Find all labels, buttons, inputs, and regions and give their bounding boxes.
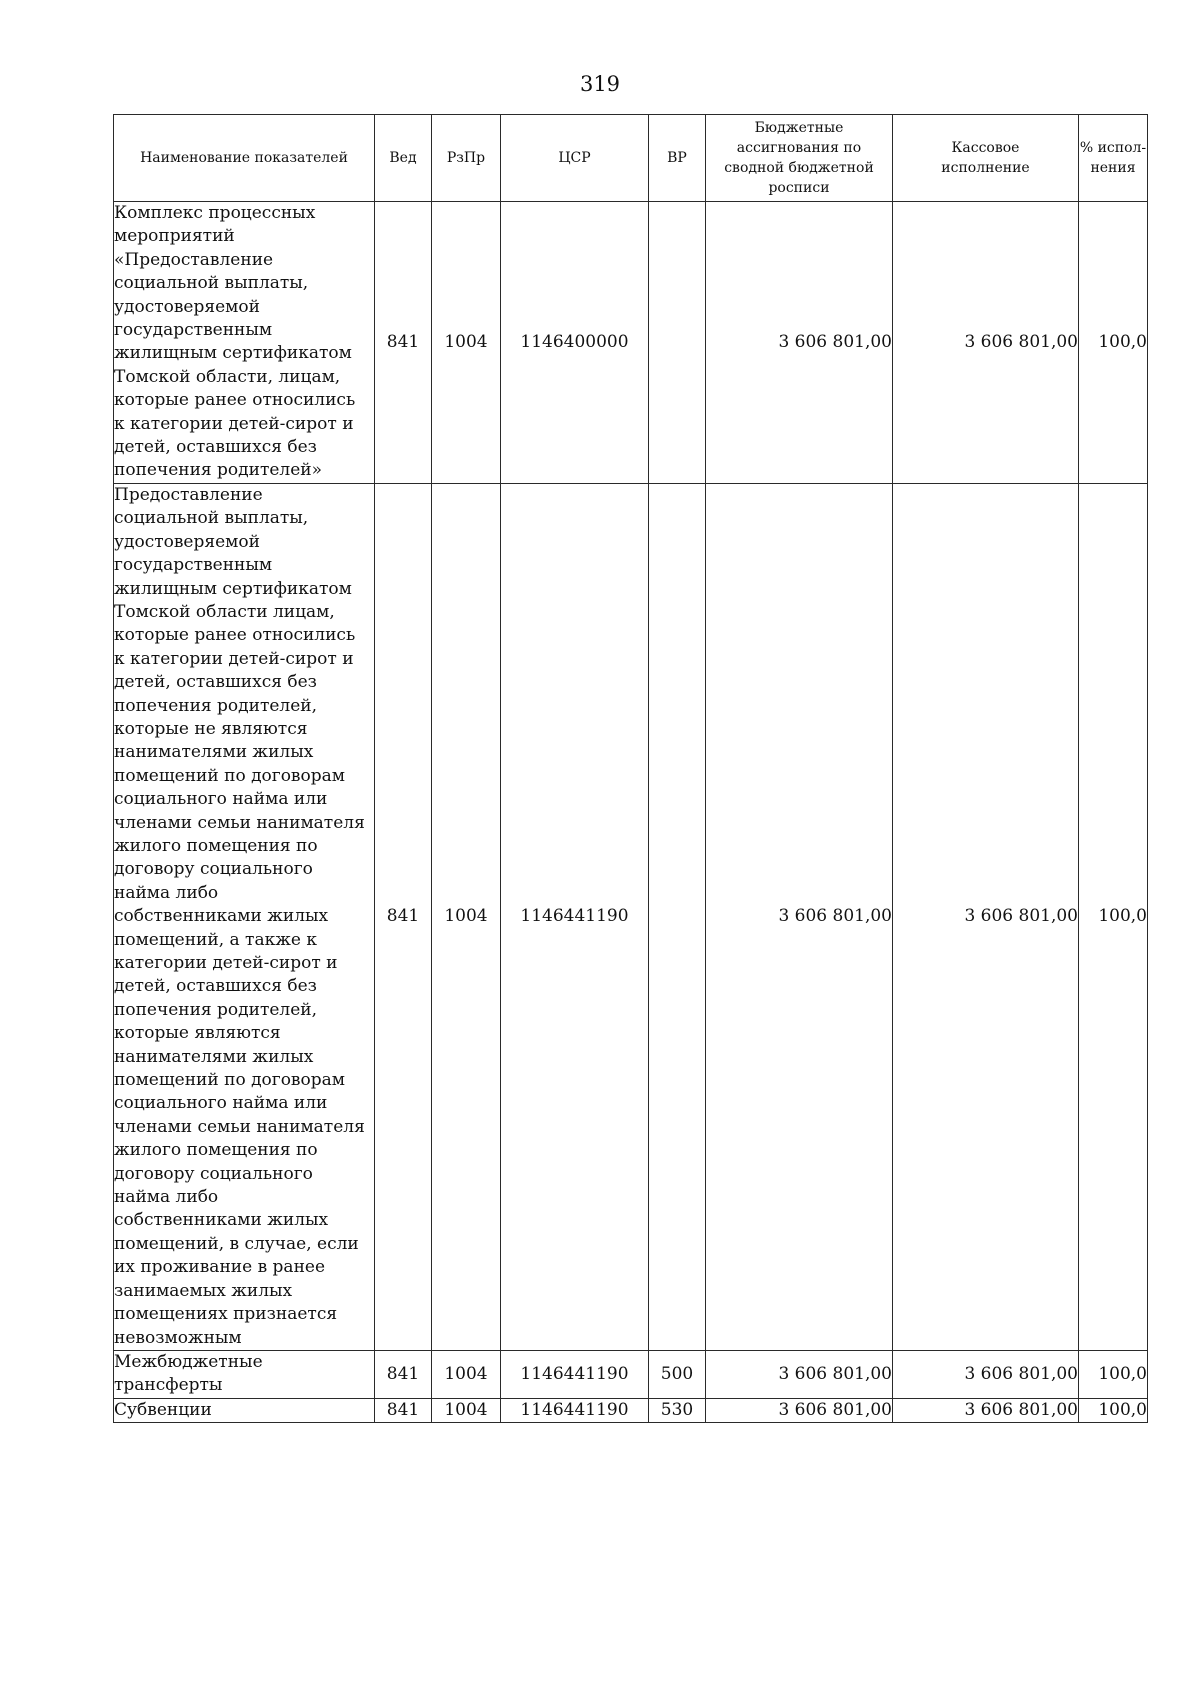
row-cash: 3 606 801,00	[893, 1398, 1079, 1422]
row-ved: 841	[375, 483, 432, 1350]
row-ved: 841	[375, 202, 432, 484]
row-rzpr: 1004	[432, 483, 501, 1350]
row-percent: 100,0	[1079, 1350, 1148, 1398]
row-budget: 3 606 801,00	[706, 1398, 893, 1422]
row-name: Предоставление социальной выплаты, удостоверяемой государственным жилищным сертификатом Томской области лицам, которые ранее относились к категории детей-сирот и детей, оставшихся без попечения родителей, которые не являются нанимателями жилых помещений по договорам социального найма или членами семьи нанимателя жилого помещения по договору социального найма либо собственниками жилых помещений, а также к категории детей-сирот и детей, оставшихся без попечения родителей, которые являются нанимателями жилых помещений по договорам социального найма или членами семьи нанимателя жилого помещения по договору социального найма либо собственниками жилых помещений, в случае, если их проживание в ранее занимаемых жилых помещениях признается невозможным	[114, 483, 375, 1350]
row-vr	[649, 483, 706, 1350]
header-ved: Вед	[375, 115, 432, 202]
row-csr: 1146441190	[501, 1398, 649, 1422]
table-header-row	[114, 115, 1148, 202]
table-row	[114, 483, 1148, 1350]
row-rzpr: 1004	[432, 1398, 501, 1422]
header-csr: ЦСР	[501, 115, 649, 202]
row-vr: 500	[649, 1350, 706, 1398]
header-rzpr: РзПр	[432, 115, 501, 202]
row-cash: 3 606 801,00	[893, 1350, 1079, 1398]
header-budget: Бюджетные ассигнования по сводной бюджетной росписи	[706, 115, 893, 202]
row-cash: 3 606 801,00	[893, 202, 1079, 484]
table-row	[114, 202, 1148, 484]
row-rzpr: 1004	[432, 1350, 501, 1398]
header-percent: % испол- нения	[1079, 115, 1148, 202]
budget-execution-table	[113, 114, 1148, 1423]
row-budget: 3 606 801,00	[706, 1350, 893, 1398]
row-rzpr: 1004	[432, 202, 501, 484]
table-row	[114, 1398, 1148, 1422]
row-vr	[649, 202, 706, 484]
row-cash: 3 606 801,00	[893, 483, 1079, 1350]
row-name: Субвенции	[114, 1398, 375, 1422]
row-budget: 3 606 801,00	[706, 202, 893, 484]
row-csr: 1146441190	[501, 1350, 649, 1398]
table-row	[114, 1350, 1148, 1398]
page-number: 319	[579, 72, 621, 96]
row-ved: 841	[375, 1398, 432, 1422]
row-percent: 100,0	[1079, 1398, 1148, 1422]
row-budget: 3 606 801,00	[706, 483, 893, 1350]
row-name: Комплекс процессных мероприятий «Предоставление социальной выплаты, удостоверяемой государственным жилищным сертификатом Томской области, лицам, которые ранее относились к категории детей-сирот и детей, оставшихся без попечения родителей»	[114, 202, 375, 484]
header-cash: Кассовое исполнение	[893, 115, 1079, 202]
row-csr: 1146441190	[501, 483, 649, 1350]
header-name: Наименование показателей	[114, 115, 375, 202]
header-vr: ВР	[649, 115, 706, 202]
row-percent: 100,0	[1079, 483, 1148, 1350]
row-ved: 841	[375, 1350, 432, 1398]
row-name: Межбюджетные трансферты	[114, 1350, 375, 1398]
row-percent: 100,0	[1079, 202, 1148, 484]
row-csr: 1146400000	[501, 202, 649, 484]
row-vr: 530	[649, 1398, 706, 1422]
